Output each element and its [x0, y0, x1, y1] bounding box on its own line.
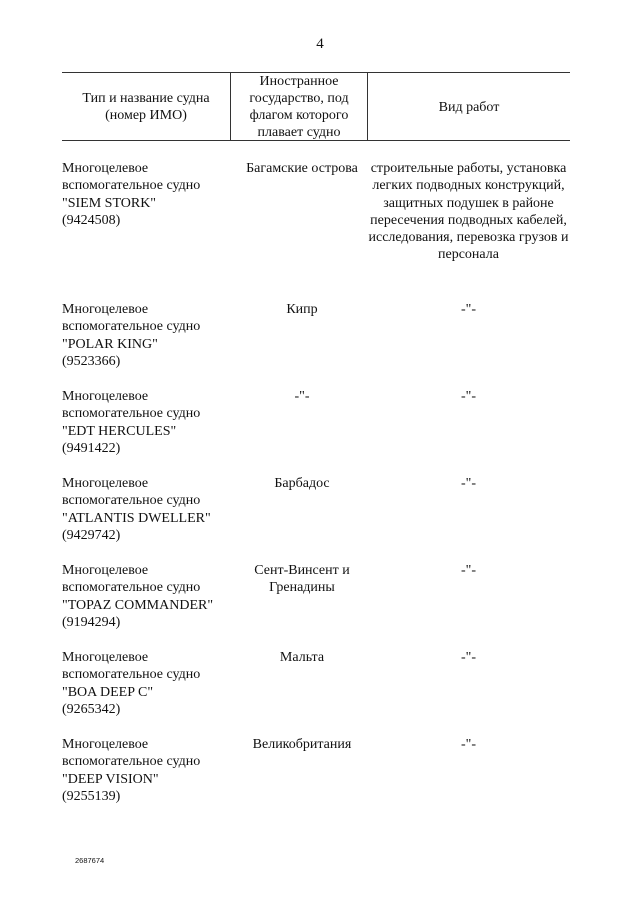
- flag-state-cell: Кипр: [286, 302, 318, 317]
- vessel-line: Многоцелевое: [62, 650, 149, 665]
- flag-state-cell: -"-: [294, 389, 310, 404]
- vessel-line: "ATLANTIS DWELLER": [62, 510, 211, 526]
- vessel-line: (9255139): [62, 788, 121, 804]
- vessel-line: "SIEM STORK": [62, 195, 157, 211]
- vessel-line: вспомогательное судно: [62, 580, 201, 596]
- header-divider-1: [230, 72, 231, 140]
- header-flag-state: Иностранное государство, под флагом которого плавает судно: [249, 74, 349, 140]
- vessel-line: Многоцелевое: [62, 737, 149, 752]
- header-work-type: Вид работ: [438, 100, 500, 115]
- vessel-line: Многоцелевое: [62, 389, 149, 404]
- vessel-line: (9265342): [62, 701, 121, 717]
- work-type-cell: -"-: [460, 563, 477, 578]
- flag-state-cell: Багамские острова: [246, 161, 358, 176]
- vessel-line: вспомогательное судно: [62, 667, 201, 683]
- work-type-cell: строительные работы, установка легких подводных конструкций, защитных подушек в районе пересечения подводных кабелей, исследования, перевозка грузов и персонала: [368, 161, 569, 263]
- vessel-line: вспомогательное судно: [62, 406, 201, 422]
- work-type-cell: -"-: [460, 737, 477, 752]
- vessel-line: вспомогательное судно: [62, 754, 201, 770]
- flag-state-cell: Мальта: [279, 650, 325, 665]
- flag-state-cell: Сент-Винсент и Гренадины: [254, 563, 350, 596]
- page-number: 4: [316, 36, 324, 52]
- vessel-line: вспомогательное судно: [62, 319, 201, 335]
- work-type-cell: -"-: [460, 650, 477, 665]
- vessel-cell: [62, 649, 237, 718]
- header-vessel: Тип и название судна (номер ИМО): [82, 91, 210, 123]
- vessel-line: (9194294): [62, 614, 121, 630]
- vessel-line: вспомогательное судно: [62, 493, 201, 509]
- vessel-line: "EDT HERCULES": [62, 423, 177, 439]
- vessel-line: Многоцелевое: [62, 563, 149, 578]
- vessel-cell: [62, 562, 237, 631]
- vessel-line: Многоцелевое: [62, 161, 149, 176]
- vessel-line: "BOA DEEP C": [62, 684, 154, 700]
- vessel-line: Многоцелевое: [62, 476, 149, 491]
- vessel-line: "TOPAZ COMMANDER": [62, 597, 214, 613]
- vessel-line: "DEEP VISION": [62, 771, 159, 787]
- vessel-cell: [62, 160, 237, 229]
- vessel-cell: [62, 388, 237, 457]
- vessel-line: "POLAR KING": [62, 336, 158, 352]
- work-type-cell: -"-: [460, 389, 477, 404]
- vessel-line: (9424508): [62, 212, 121, 228]
- vessel-cell: [62, 301, 237, 370]
- work-type-cell: -"-: [460, 476, 477, 491]
- vessel-cell: [62, 475, 237, 544]
- vessel-line: Многоцелевое: [62, 302, 149, 317]
- vessel-line: вспомогательное судно: [62, 178, 201, 194]
- vessel-line: (9523366): [62, 353, 121, 369]
- work-type-cell: -"-: [460, 302, 477, 317]
- vessel-line: (9429742): [62, 527, 121, 543]
- document-code: 2687674: [75, 856, 105, 865]
- flag-state-cell: Великобритания: [252, 737, 352, 752]
- flag-state-cell: Барбадос: [274, 476, 330, 491]
- vessel-cell: [62, 736, 237, 805]
- vessel-line: (9491422): [62, 440, 121, 456]
